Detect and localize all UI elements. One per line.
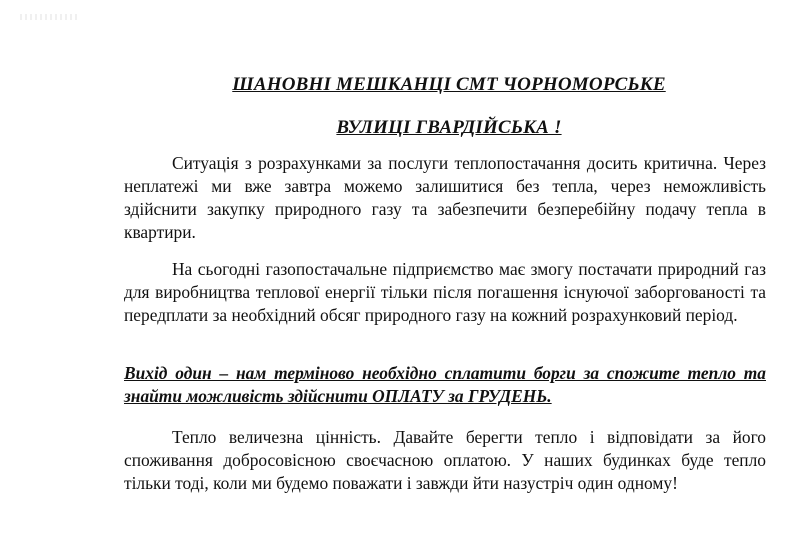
paragraph-closing: Тепло величезна цінність. Давайте берегти тепло і відповідати за його споживання добросовісною своєчасною оплатою. У наших будинках буде тепло тільки тоді, коли ми будемо поважати і завжди йти назустріч один одному! [124,427,766,493]
document-title-line-2: ВУЛИЦІ ГВАРДІЙСЬКА ! [336,117,562,138]
scan-artifact [20,14,80,20]
paragraph-situation: Ситуація з розрахунками за послуги теплопостачання досить критична. Через неплатежі ми вже завтра можемо залишитися без тепла, через неможливість здійснити закупку природного газу та забезпечити безперебійну подачу тепла в квартири. [124,153,766,242]
document-title-line-1: ШАНОВНІ МЕШКАНЦІ СМТ ЧОРНОМОРСЬКЕ [232,74,666,95]
paragraph-gas-supplier: На сьогодні газопостачальне підприємство має змогу постачати природний газ для виробництва теплової енергії тільки після погашення існуючої заборгованості та передплати за необхідний обсяг природного газу на кожний розрахунковий період. [124,259,766,325]
paragraph-call-to-action: Вихід один – нам терміново необхідно сплатити борги за спожите тепло та знайти можливість здійснити ОПЛАТУ за ГРУДЕНЬ. [124,363,766,406]
